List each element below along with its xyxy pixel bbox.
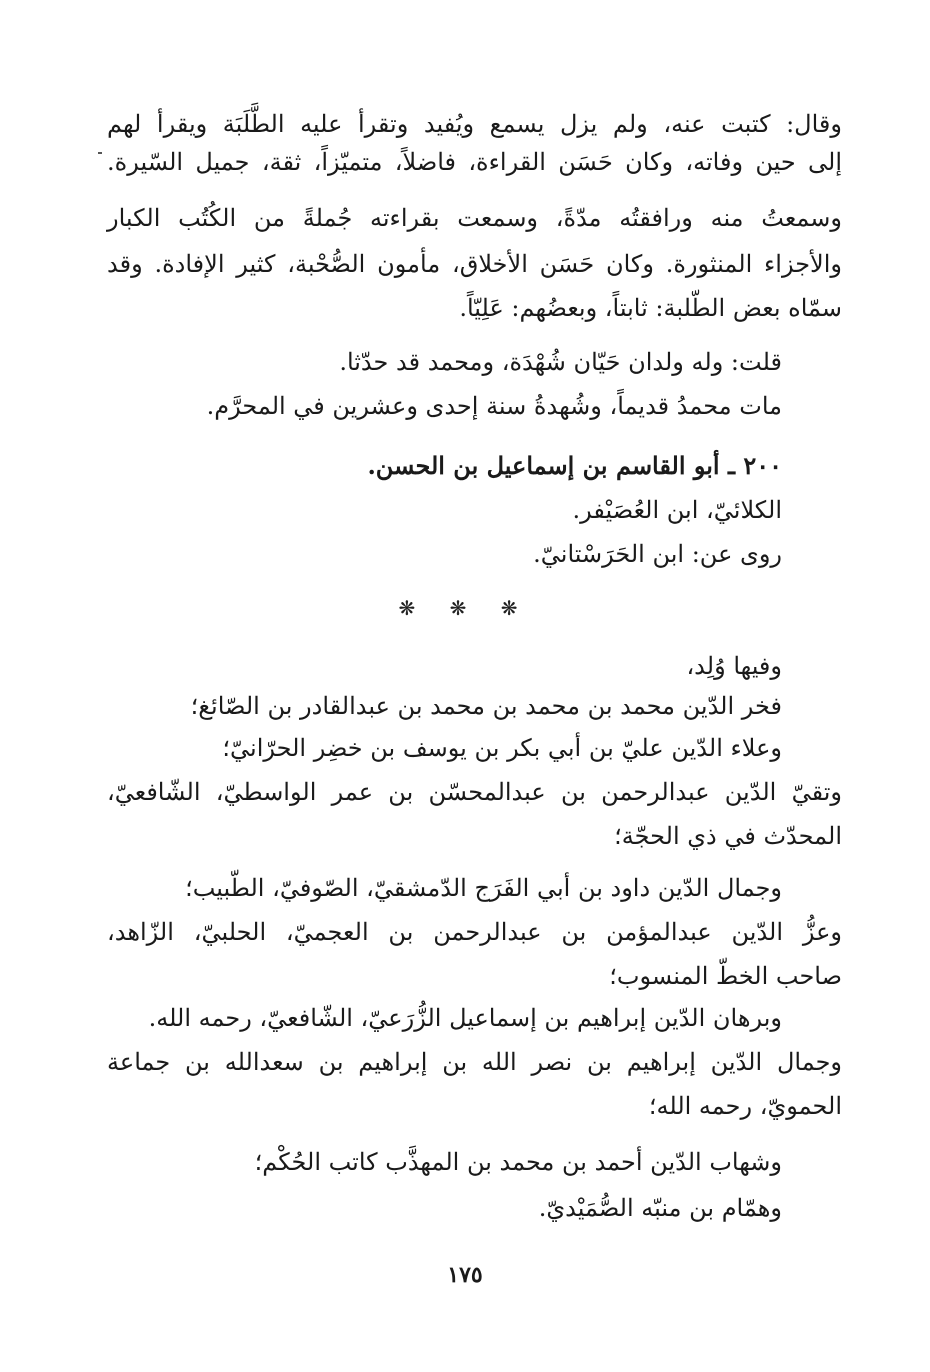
- text-line: إلى حين وفاته، وكان حَسَن القراءة، فاضلاً، متميّزاً، ثقة، جميل السّيرة.: [107, 148, 842, 176]
- birth-line: وعزُّ الدّين عبدالمؤمن بن عبدالرحمن بن العجميّ، الحلبيّ، الزّاهد،: [107, 918, 842, 946]
- birth-line: وبرهان الدّين إبراهيم بن إسماعيل الزُّرَعيّ، الشّافعيّ، رحمه الله.: [148, 1004, 782, 1032]
- birth-line: صاحب الخطّ المنسوب؛: [609, 962, 842, 990]
- birth-line: وجمال الدّين إبراهيم بن نصر الله بن إبراهيم بن سعدالله بن جماعة: [107, 1048, 842, 1076]
- entry-line: الكلائيّ، ابن العُصَيْفر.: [572, 496, 782, 524]
- note-line: قلت: وله ولدان حَيّان شُهْدَة، ومحمد قد حدّثا.: [339, 348, 782, 376]
- text-line: وقال: كتبت عنه، ولم يزل يسمع ويُفيد وتقرأ عليه الطَّلَبَة ويقرأ لهم: [107, 110, 842, 138]
- birth-line: وعلاء الدّين عليّ بن أبي بكر بن يوسف بن خضِر الحرّانيّ؛: [222, 734, 782, 762]
- text-line: سمّاه بعض الطّلبة: ثابتاً، وبعضُهم: عَلِيّاً.: [459, 294, 842, 322]
- birth-line: فخر الدّين محمد بن محمد بن محمد بن عبدالقادر بن الصّائغ؛: [190, 692, 782, 720]
- birth-line: وتقيّ الدّين عبدالرحمن بن عبدالمحسّن بن عمر الواسطيّ، الشّافعيّ،: [107, 778, 842, 806]
- text-line: وسمعتُ منه ورافقتُه مدّةً، وسمعت بقراءته جُملةً من الكُتُب الكبار: [107, 204, 842, 232]
- note-line: مات محمدُ قديماً، وشُهدةُ سنة إحدى وعشرين في المحرَّم.: [206, 392, 782, 420]
- scan-speck: [98, 152, 102, 154]
- birth-line: الحمويّ، رحمه الله؛: [648, 1092, 842, 1120]
- birth-line: وجمال الدّين داود بن أبي الفَرَج الدّمشقيّ، الصّوفيّ، الطّبيب؛: [185, 874, 782, 902]
- section-separator: ❋ ❋ ❋: [398, 596, 532, 620]
- birth-line: وشهاب الدّين أحمد بن محمد بن المهذَّب كاتب الحُكْم؛: [254, 1148, 782, 1176]
- page-number: ١٧٥: [447, 1262, 483, 1288]
- entry-heading: ٢٠٠ ـ أبو القاسم بن إسماعيل بن الحسن.: [367, 451, 782, 480]
- entry-line: روى عن: ابن الحَرَسْتانيّ.: [533, 540, 782, 568]
- birth-line: المحدّث في ذي الحجّة؛: [614, 822, 842, 850]
- births-intro: وفيها وُلِد،: [686, 652, 782, 680]
- text-line: والأجزاء المنثورة. وكان حَسَن الأخلاق، مأمون الصُّحْبة، كثير الإفادة. وقد: [107, 250, 842, 278]
- birth-line: وهمّام بن منبّه الصُّمَيْديّ.: [538, 1194, 782, 1222]
